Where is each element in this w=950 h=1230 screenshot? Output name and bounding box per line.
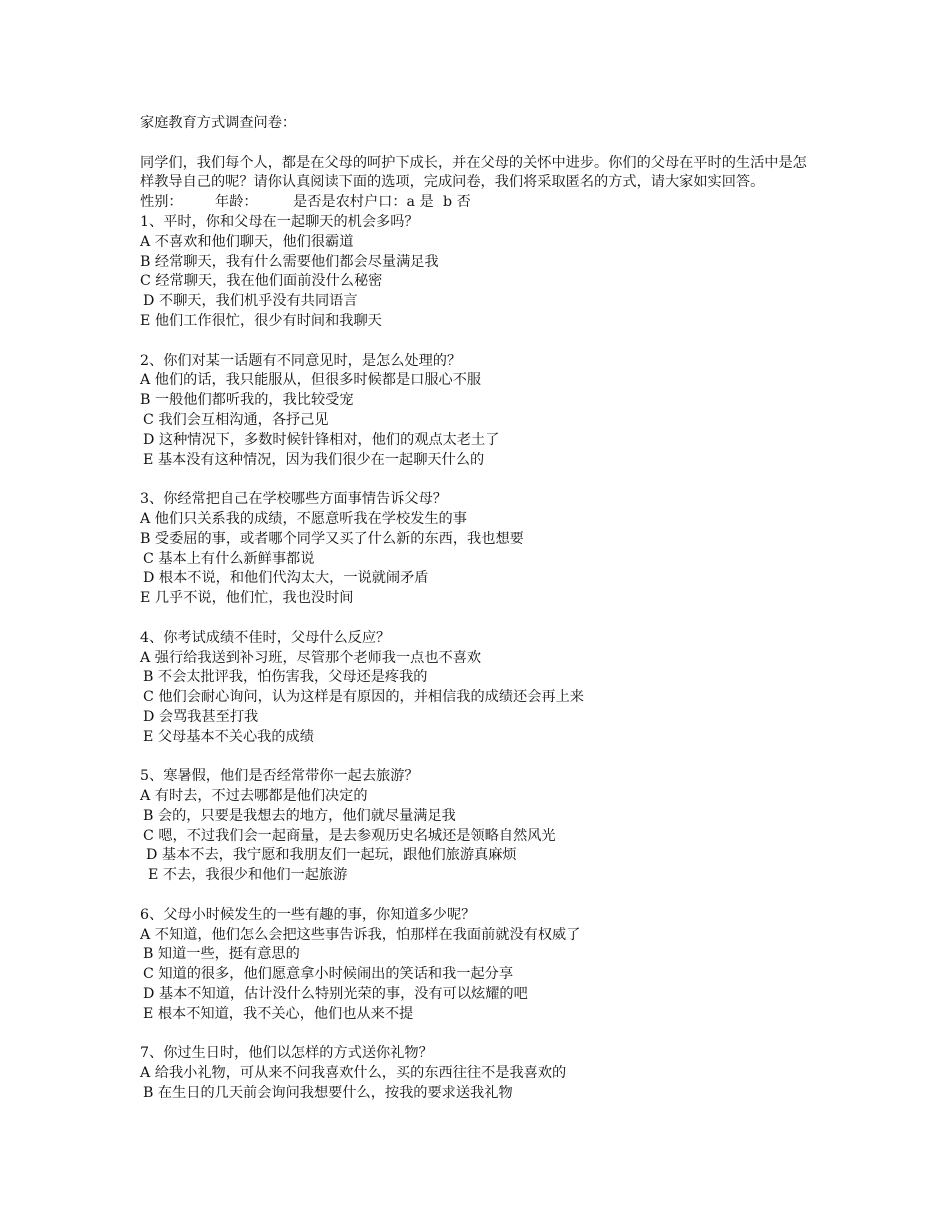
question-text: 3、你经常把自己在学校哪些方面事情告诉父母？ — [140, 491, 447, 508]
option-e: E 根本不知道，我不关心，他们也从来不提 — [143, 1005, 414, 1022]
option-d: D 基本不去，我宁愿和我朋友们一起玩，跟他们旅游真麻烦 — [146, 847, 517, 864]
option-b: B 会的，只要是我想去的地方，他们就尽量满足我 — [143, 807, 456, 824]
option-e: E 基本没有这种情况，因为我们很少在一起聊天什么的 — [143, 451, 485, 468]
option-d: D 这种情况下，多数时候针锋相对，他们的观点太老土了 — [143, 431, 500, 448]
intro-paragraph: 同学们，我们每个人，都是在父母的呵护下成长，并在父母的关怀中进步。你们的父母在平时的生活中是怎样教导自己的呢？请你认真阅读下面的选项，完成问卷，我们将采取匿名的方式，请大家如实回答。 — [140, 154, 807, 191]
question-2 — [140, 352, 820, 471]
question-text: 1、平时，你和父母在一起聊天的机会多吗？ — [140, 213, 419, 230]
option-e: E 不去，我很少和他们一起旅游 — [148, 867, 348, 884]
option-a: A 他们只关系我的成绩，不愿意听我在学校发生的事 — [140, 510, 467, 527]
document-page — [140, 114, 820, 1104]
option-e: E 他们工作很忙，很少有时间和我聊天 — [140, 312, 382, 329]
option-c: C 经常聊天，我在他们面前没什么秘密 — [140, 273, 383, 290]
option-a: A 他们的话，我只能服从，但很多时候都是口服心不服 — [140, 372, 482, 389]
option-a: A 强行给我送到补习班，尽管那个老师我一点也不喜欢 — [140, 649, 482, 666]
option-a: A 给我小礼物，可从来不问我喜欢什么，买的东西往往不是我喜欢的 — [140, 1065, 567, 1082]
spacer — [140, 609, 820, 629]
question-text: 7、你过生日时，他们以怎样的方式送你礼物？ — [140, 1045, 433, 1062]
option-d: D 基本不知道，估计没什么特别光荣的事，没有可以炫耀的吧 — [143, 986, 528, 1003]
option-c: C 我们会互相沟通，各抒己见 — [143, 411, 329, 428]
option-b: B 知道一些，挺有意思的 — [143, 946, 300, 963]
option-a: A 不喜欢和他们聊天，他们很霸道 — [140, 233, 354, 250]
spacer — [140, 470, 820, 490]
option-d: D 会骂我甚至打我 — [143, 708, 259, 725]
spacer — [140, 748, 820, 768]
question-4 — [140, 629, 820, 748]
rural-option-no: b 否 — [443, 194, 471, 211]
option-e: E 几乎不说，他们忙，我也没时间 — [140, 590, 354, 607]
option-a: A 有时去，不过去哪都是他们决定的 — [140, 788, 368, 805]
question-6 — [140, 906, 820, 1025]
option-c: C 基本上有什么新鲜事都说 — [143, 550, 315, 567]
option-b: B 经常聊天，我有什么需要他们都会尽量满足我 — [140, 253, 439, 270]
option-c: C 知道的很多，他们愿意拿小时候闹出的笑话和我一起分享 — [143, 966, 514, 983]
spacer — [140, 886, 820, 906]
question-3 — [140, 490, 820, 609]
option-b: B 在生日的几天前会询问我想要什么，按我的要求送我礼物 — [143, 1085, 513, 1102]
question-1 — [140, 213, 820, 332]
question-text: 4、你考试成绩不佳时，父母什么反应？ — [140, 629, 391, 646]
document-title: 家庭教育方式调查问卷： — [140, 115, 297, 131]
question-text: 2、你们对某一话题有不同意见时，是怎么处理的？ — [140, 352, 462, 369]
age-label: 年龄： — [215, 194, 258, 211]
rural-label: 是否是农村户口：a 是 — [293, 194, 434, 211]
gender-label: 性别： — [140, 194, 183, 211]
option-c: C 他们会耐心询问，认为这样是有原因的，并相信我的成绩还会再上来 — [143, 689, 584, 706]
option-b: B 一般他们都听我的，我比较受宠 — [140, 392, 354, 409]
option-b: B 不会太批评我，怕伤害我，父母还是疼我的 — [143, 669, 428, 686]
question-5 — [140, 767, 820, 886]
option-d: D 根本不说，和他们代沟太大，一说就闹矛盾 — [143, 570, 429, 587]
option-d: D 不聊天，我们机乎没有共同语言 — [143, 293, 358, 310]
option-b: B 受委屈的事，或者哪个同学又买了什么新的东西，我也想要 — [140, 530, 524, 547]
question-7 — [140, 1044, 820, 1103]
question-text: 5、寒暑假，他们是否经常带你一起去旅游？ — [140, 768, 419, 785]
option-c: C 嗯，不过我们会一起商量，是去参观历史名城还是领略自然风光 — [143, 827, 556, 844]
question-text: 6、父母小时候发生的一些有趣的事，你知道多少呢？ — [140, 906, 476, 923]
respondent-info — [140, 193, 820, 213]
option-e: E 父母基本不关心我的成绩 — [143, 728, 314, 745]
spacer — [140, 332, 820, 352]
spacer — [140, 134, 820, 154]
option-a: A 不知道，他们怎么会把这些事告诉我，怕那样在我面前就没有权威了 — [140, 926, 581, 943]
spacer — [140, 1025, 820, 1045]
